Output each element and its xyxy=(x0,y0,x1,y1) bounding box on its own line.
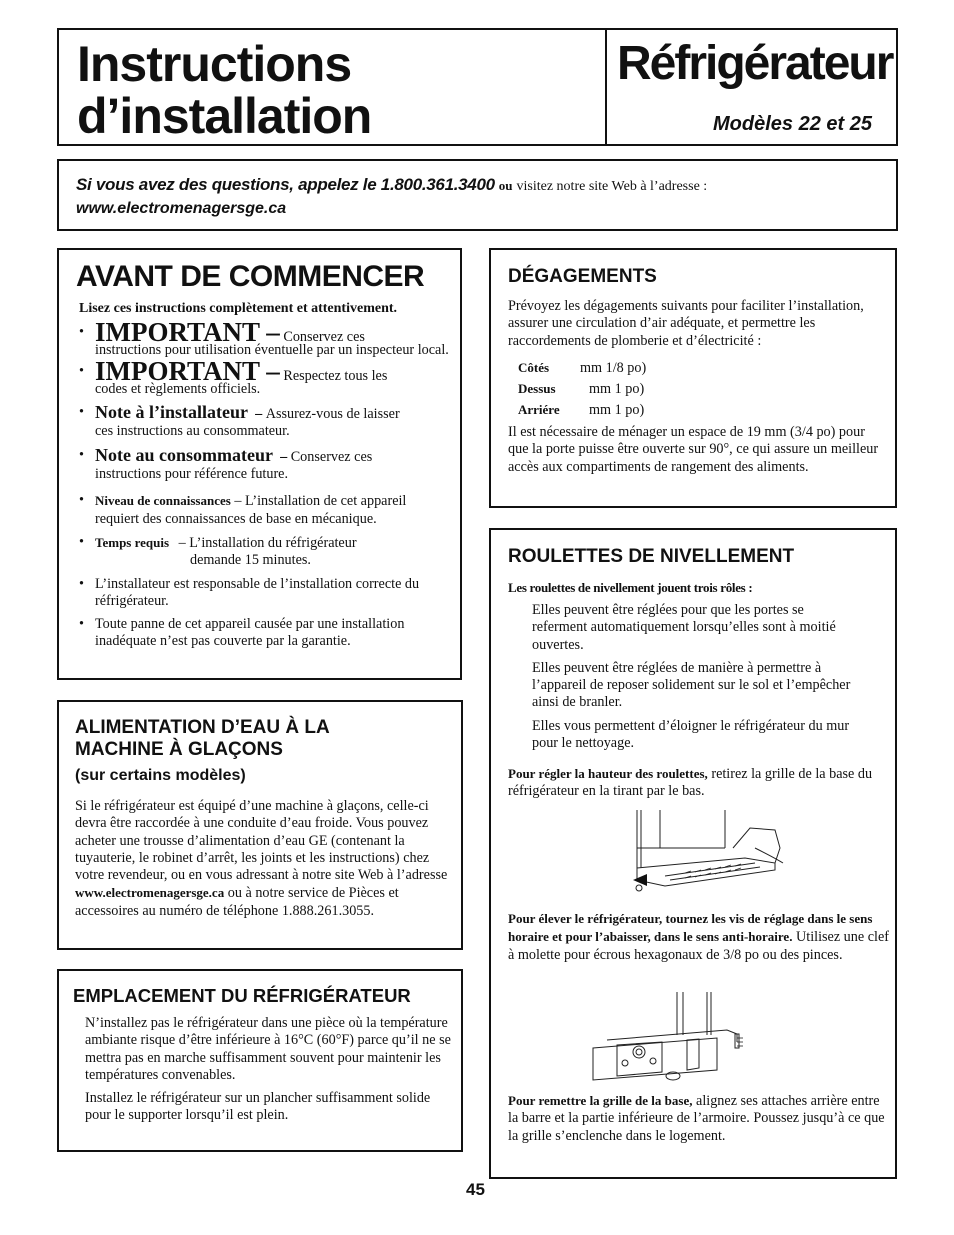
roller-role-2: Elles peuvent être réglées de manière à permettre à l’appareil de reposer solidement sur le sol et l’empêcher ainsi de branler. xyxy=(532,659,851,711)
note-installer-rest: ces instructions au consommateur. xyxy=(95,423,290,440)
models-label: Modèles 22 et 25 xyxy=(713,113,872,135)
rollers-title: ROULETTES DE NIVELLEMENT xyxy=(508,546,795,567)
skill-text: – L’installation de cet appareil xyxy=(234,493,407,510)
important-item-1: • IMPORTANT – Conservez ces instructions pour utilisation éventuelle par un inspecteur local. xyxy=(79,324,454,360)
raise-bold: Pour élever le réfrigérateur, tournez les vis de réglage dans le sens horaire et pour l’abaisser, dans le sens anti-horaire. xyxy=(508,911,873,945)
avant-section xyxy=(57,248,462,680)
water-subtitle: (sur certains modèles) xyxy=(75,767,246,784)
important-text-2: Respectez tous les xyxy=(283,367,388,384)
roller-role-1: Elles peuvent être réglées pour que les portes se referment automatiquement lorsqu’elles sont à moitié ouvertes. xyxy=(532,602,836,653)
water-title: ALIMENTATION D’EAU À LA MACHINE À GLAÇONS xyxy=(75,717,330,760)
location-p1: N’installez pas le réfrigérateur dans une pièce où la température ambiante risque d’être inférieure à 16°C (60°F) parce qu’il ne se mettra pas en marche suffisamment souvent pour maintenir les températures convenables. xyxy=(85,1015,451,1083)
location-section xyxy=(57,969,463,1152)
rollers-intro: Les roulettes de nivellement jouent trois rôles : xyxy=(508,580,753,595)
clearance-row-back xyxy=(518,401,646,422)
roller-adjustment-illustration xyxy=(587,990,757,1090)
skill-level: • Niveau de connaissances – L’installation de cet appareil requiert des connaissances de base en mécanique. xyxy=(79,492,454,528)
warranty-text: Toute panne de cet appareil causée par une installation inadéquate n’est pas couverte par la garantie. xyxy=(95,616,405,650)
clearance-intro: Prévoyez les dégagements suivants pour faciliter l’installation, assurer une circulation d’air adéquate, et permettre les raccordements de plomberie et d’électricité : xyxy=(508,298,864,349)
clearance-row-top xyxy=(518,380,646,401)
avant-title: AVANT DE COMMENCER xyxy=(76,260,425,293)
contact-website-link[interactable]: www.electromenagersge.ca xyxy=(76,200,287,217)
time-required: • Temps requis – L’installation du réfrigérateur demande 15 minutes. xyxy=(79,534,454,570)
note-consumer-rest: instructions pour référence future. xyxy=(95,466,289,483)
rollers-section xyxy=(489,528,897,1179)
product-title: Réfrigérateur xyxy=(617,37,893,90)
page-title-line2: d’installation xyxy=(77,88,372,144)
important-text-1: Conservez ces xyxy=(283,329,365,345)
time-label: Temps requis xyxy=(95,534,170,550)
installer-responsible: • L’installateur est responsable de l’installation correcte du réfrigérateur. xyxy=(79,576,454,611)
contact-box xyxy=(57,159,898,231)
skill-label: Niveau de connaissances xyxy=(95,493,231,509)
note-installer-label: Note à l’installateur xyxy=(95,402,248,423)
installer-responsible-text: L’installateur est responsable de l’installation correcte du réfrigérateur. xyxy=(95,575,420,609)
note-consumer-text: Conservez ces xyxy=(290,448,373,465)
clearance-label-sides: Côtés xyxy=(518,360,550,375)
page-number: 45 xyxy=(466,1180,485,1199)
important-rest-1: instructions pour utilisation éventuelle par un inspecteur local. xyxy=(95,342,449,359)
important-label-1: IMPORTANT – xyxy=(95,317,280,347)
contact-or: ou xyxy=(498,178,513,193)
page-title-line1: Instructions xyxy=(77,36,352,92)
water-section xyxy=(57,700,463,950)
water-text-2: ou à notre service de Pièces et accessoires au numéro de téléphone 1.888.261.3055. xyxy=(75,885,399,919)
replace-text: alignez ses attaches arrière entre la barre et la partie inférieure de l’armoire. Poussez jusqu’à ce que la grille s’enclenche dans le logement. xyxy=(508,1093,885,1144)
adjust-text: retirez la grille de la base du réfrigérateur en la tirant par le bas. xyxy=(508,766,873,800)
roller-role-3: Elles vous permettent d’éloigner le réfrigérateur du mur pour le nettoyage. xyxy=(532,717,850,752)
skill-rest: requiert des connaissances de base en mécanique. xyxy=(95,510,377,527)
clearance-value-back: mm 1 po) xyxy=(589,402,645,418)
clearance-label-top: Dessus xyxy=(518,381,556,396)
important-rest-2: codes et règlements officiels. xyxy=(95,380,261,397)
raise-text: Utilisez une clef à molette pour écrous hexagonaux de 3/8 po ou des pinces. xyxy=(508,929,889,963)
note-consumer-label: Note au consommateur xyxy=(95,444,273,465)
water-text-1: Si le réfrigérateur est équipé d’une machine à glaçons, celle-ci devra être raccordée à une conduite d’eau froide. Vous pouvez acheter une trousse d’alimentation d’eau GE (contenant la tuyauterie, le robinet d’arrêt, les joints et les instructions) chez votre revendeur, ou en vous adressant à notre site Web à l’adresse xyxy=(75,798,448,884)
contact-visit: visitez notre site Web à l’adresse : xyxy=(516,179,708,194)
important-label-2: IMPORTANT – xyxy=(95,355,280,386)
clearance-value-sides: mm 1/8 po) xyxy=(580,360,647,376)
water-website-link[interactable]: www.electromenagersge.ca xyxy=(75,885,225,901)
grille-removal-illustration xyxy=(625,808,785,898)
location-p2: Installez le réfrigérateur sur un plancher suffisamment solide pour le supporter lorsqu’il est plein. xyxy=(85,1090,431,1124)
note-installer: • Note à l’installateur – Assurez-vous de laisser ces instructions au consommateur. xyxy=(79,404,454,441)
important-item-2: • IMPORTANT – Respectez tous les codes et règlements officiels. xyxy=(79,363,454,399)
avant-intro: Lisez ces instructions complètement et attentivement. xyxy=(79,301,398,316)
clearance-row-sides xyxy=(518,359,646,380)
note-installer-text: Assurez-vous de laisser xyxy=(265,406,400,423)
clearance-label-back: Arriére xyxy=(518,402,560,417)
clearance-value-top: mm 1 po) xyxy=(589,381,645,397)
replace-bold: Pour remettre la grille de la base, xyxy=(508,1093,693,1108)
time-rest: demande 15 minutes. xyxy=(190,552,311,569)
clearance-title: DÉGAGEMENTS xyxy=(508,266,657,287)
location-title: EMPLACEMENT DU RÉFRIGÉRATEUR xyxy=(73,985,411,1006)
time-text: – L’installation du réfrigérateur xyxy=(178,534,357,551)
clearance-section xyxy=(489,248,897,508)
header-title-box xyxy=(57,28,607,146)
clearance-note: Il est nécessaire de ménager un espace de 19 mm (3/4 po) pour que la porte puisse être ouverte sur 90°, ce qui assure un meilleur accès aux compartiments de rangement des aliments. xyxy=(508,424,879,475)
note-consumer: • Note au consommateur – Conservez ces instructions pour référence future. xyxy=(79,447,454,484)
warranty-note: • Toute panne de cet appareil causée par une installation inadéquate n’est pas couverte par la garantie. xyxy=(79,616,454,651)
contact-question: Si vous avez des questions, appelez le 1.800.361.3400 xyxy=(76,175,495,194)
adjust-bold: Pour régler la hauteur des roulettes, xyxy=(508,766,708,781)
header-product-box xyxy=(605,28,898,146)
